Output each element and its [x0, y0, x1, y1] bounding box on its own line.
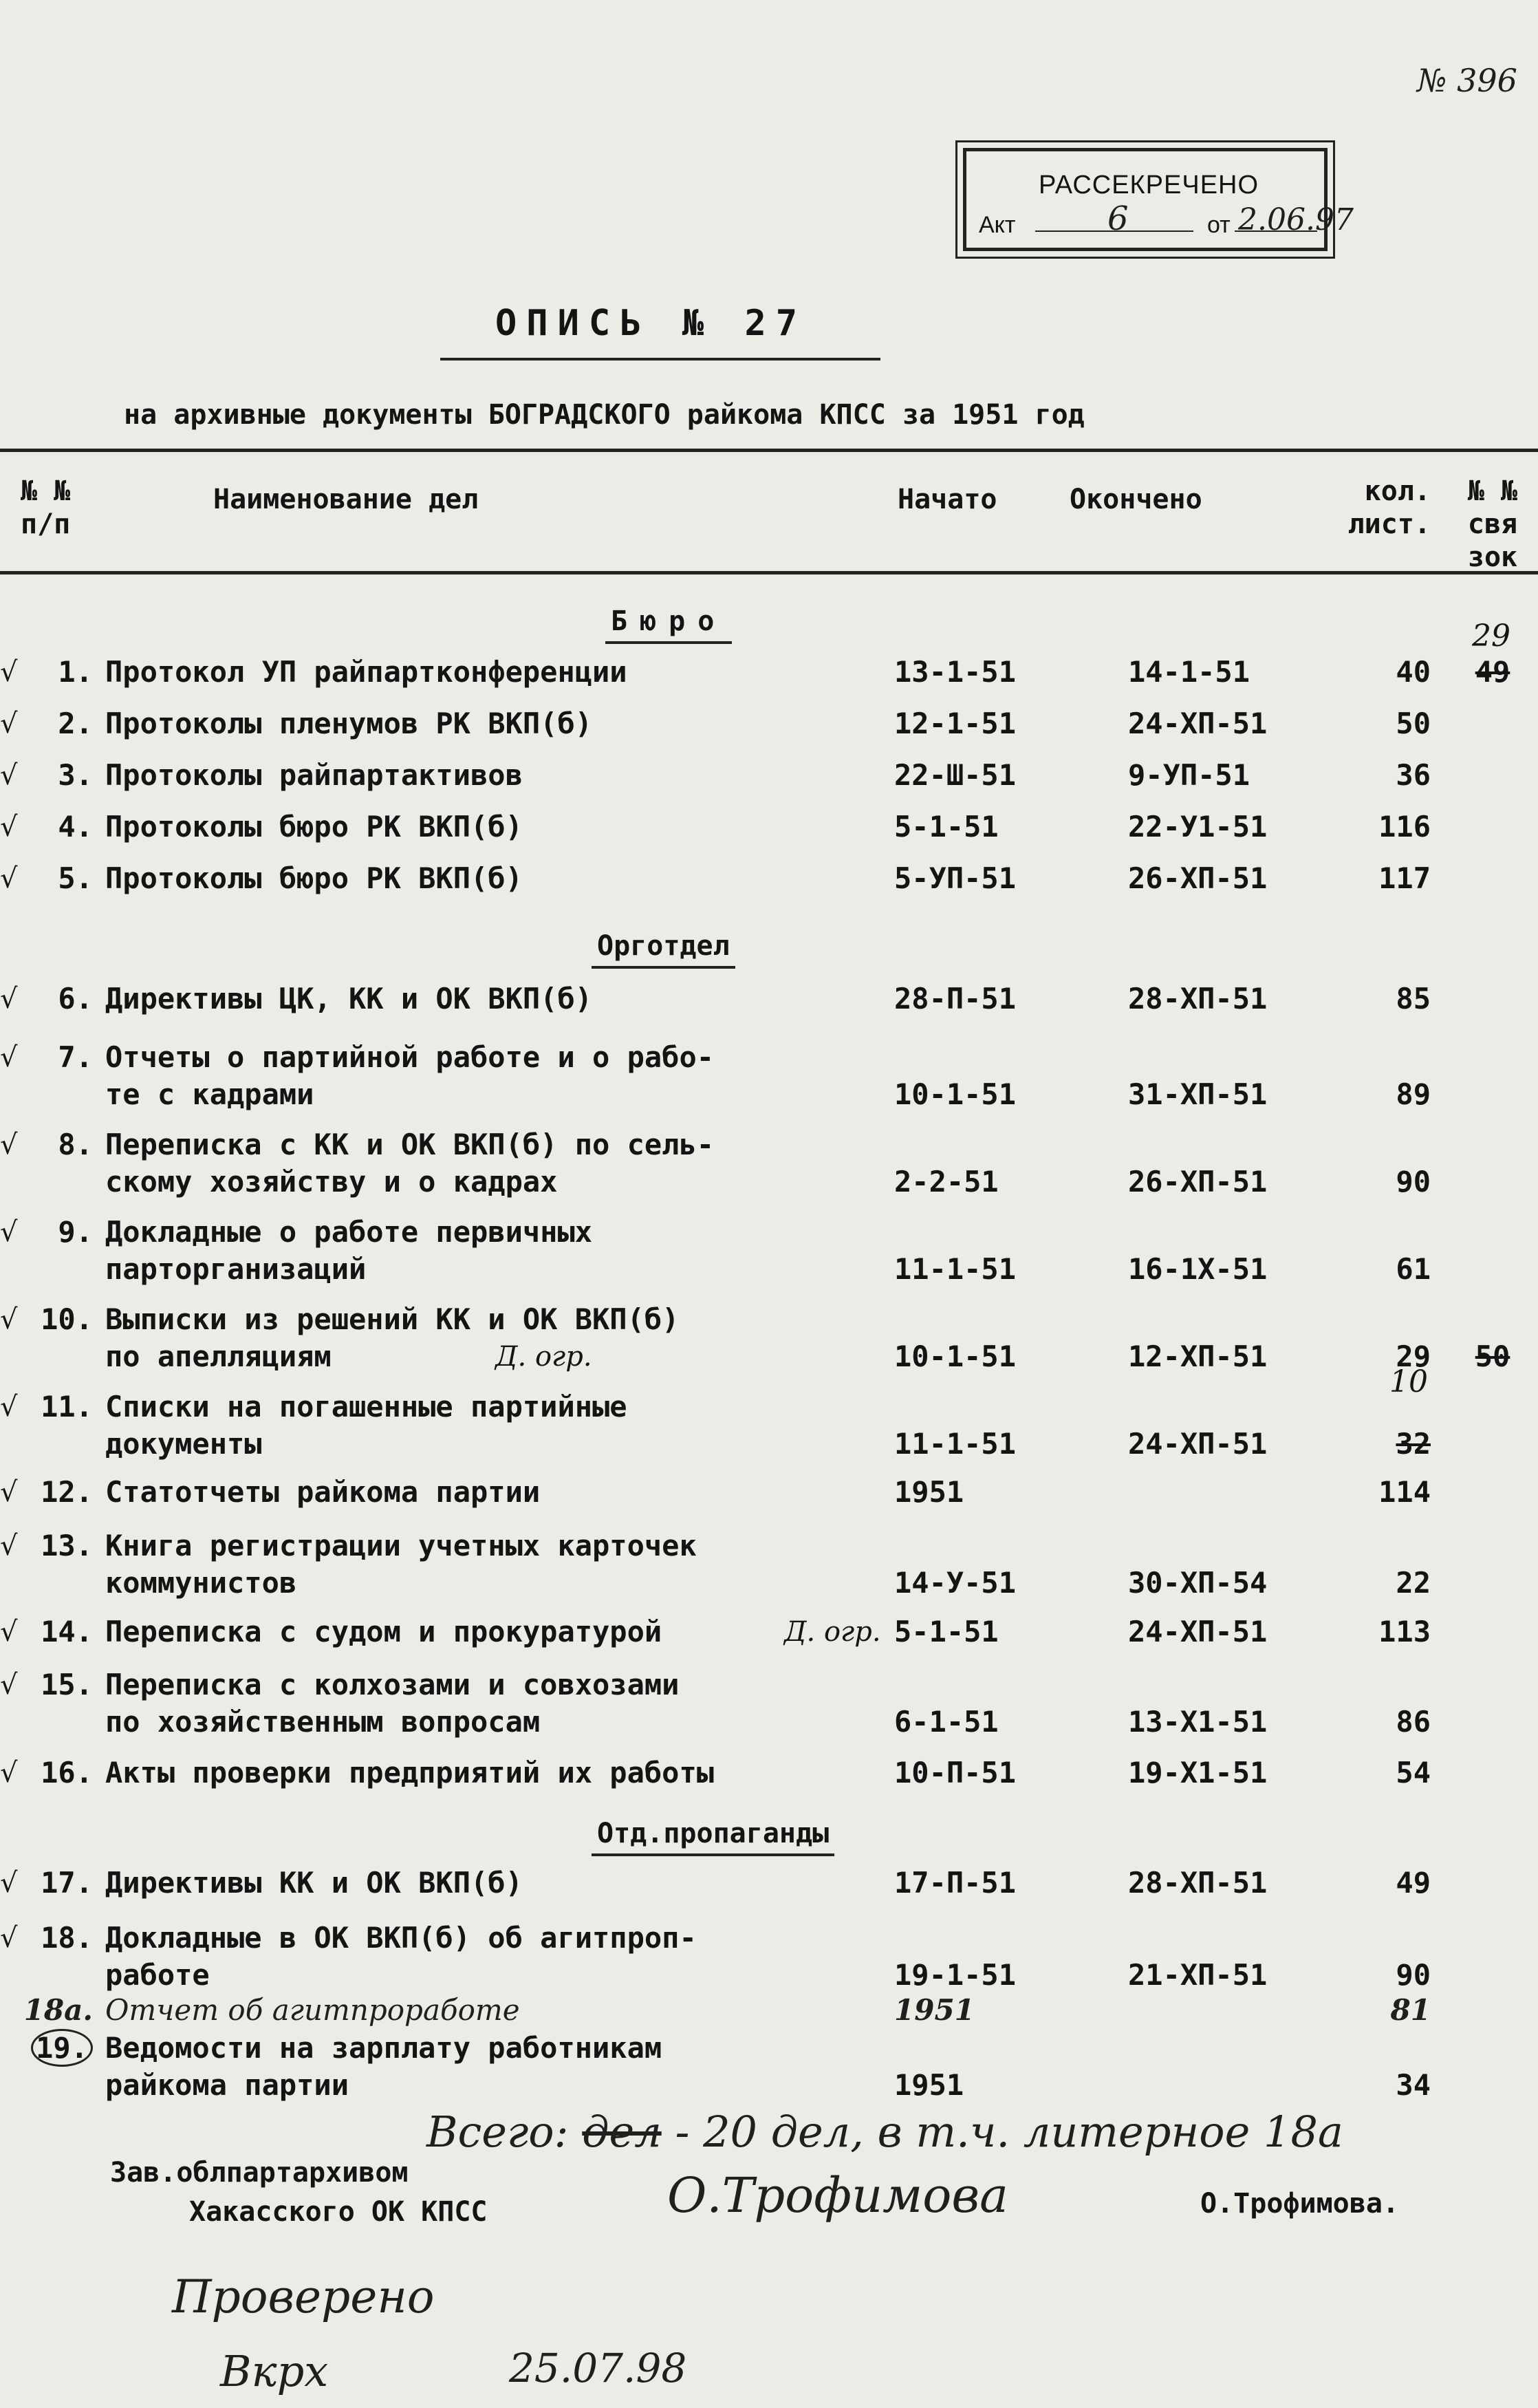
section-propaganda: Отд.пропаганды: [592, 1818, 834, 1856]
row-sheet-count: 81: [1390, 1993, 1431, 2027]
total-line: [426, 2107, 1343, 2157]
row-sheet-count: 86: [1396, 1705, 1431, 1739]
row-number: 13.: [41, 1529, 93, 1562]
row-sheet-count: 116: [1378, 810, 1431, 843]
row-number: 10.: [41, 1302, 93, 1336]
header-number: № № п/п: [21, 475, 71, 540]
row-end-date: 12-ХП-51: [1128, 1340, 1268, 1373]
row-end-date: 24-ХП-51: [1128, 1615, 1268, 1648]
row-sheet-count: 29: [1396, 1340, 1431, 1373]
row-sheet-count: 117: [1378, 861, 1431, 895]
check-mark-icon: √: [0, 983, 18, 1015]
row-title: Переписка с колхозами и совхозами по хозяйственным вопросам: [105, 1668, 680, 1739]
signatory-position-line2: Хакасского ОК КПСС: [189, 2196, 488, 2228]
row-number: 18а.: [23, 1993, 93, 2027]
row-end-date: 30-ХП-54: [1128, 1566, 1268, 1600]
row-sheet-count: 89: [1396, 1077, 1431, 1111]
row-sheet-count: 40: [1396, 655, 1431, 689]
table-top-rule: [0, 449, 1538, 452]
row-title: Выписки из решений КК и ОК ВКП(б) по апелляциям: [105, 1302, 680, 1373]
row-number: 9.: [58, 1215, 93, 1249]
row-number: 19.: [0, 2030, 93, 2067]
row-start-date: 5-1-51: [894, 810, 999, 843]
stamp-date-label: от: [1207, 212, 1231, 238]
row-title: Протоколы райпартактивов: [105, 758, 523, 792]
row-number: 18.: [41, 1921, 93, 1955]
row-title: Переписка с судом и прокуратурой: [105, 1615, 662, 1648]
row-number: 17.: [41, 1866, 93, 1900]
row-end-date: 24-ХП-51: [1128, 707, 1268, 740]
row-number: 5.: [58, 861, 93, 895]
row-title: Отчеты о партийной работе и о рабо- те с кадрами: [105, 1040, 715, 1111]
row-end-date: 16-1Х-51: [1128, 1252, 1268, 1286]
check-mark-icon: √: [0, 1216, 18, 1248]
row-number: 1.: [58, 655, 93, 689]
row-title: Докладные о работе первичных парторганизаций: [105, 1215, 593, 1286]
row-start-date: 1951: [894, 1993, 975, 2027]
header-ended: Окончено: [1070, 484, 1202, 515]
checked-date: 25.07.98: [509, 2345, 687, 2391]
row-number: 3.: [58, 758, 93, 792]
row-number: 8.: [58, 1128, 93, 1161]
row-number: 14.: [41, 1615, 93, 1648]
stamp-title: РАССЕКРЕЧЕНО: [1039, 171, 1259, 200]
signatory-position-line1: Зав.облпартархивом: [110, 2157, 409, 2189]
row-end-date: 26-ХП-51: [1128, 861, 1268, 895]
stamp-act-date: 2.06.97: [1238, 202, 1354, 237]
row-sheet-count: 90: [1396, 1165, 1431, 1198]
row-title: Статотчеты райкома партии: [105, 1475, 541, 1509]
row-sheet-count: 90: [1396, 1958, 1431, 1992]
document-title: ОПИСЬ № 27: [495, 303, 808, 344]
row-start-date: 14-У-51: [894, 1566, 1017, 1600]
row-sheet-count: 113: [1378, 1615, 1431, 1648]
check-mark-icon: √: [0, 1669, 18, 1701]
row-start-date: 1951: [894, 2068, 964, 2102]
row-title: Директивы КК и ОК ВКП(б): [105, 1866, 523, 1900]
row-start-date: 12-1-51: [894, 707, 1017, 740]
row-end-date: 14-1-51: [1128, 655, 1250, 689]
check-mark-icon: √: [0, 863, 18, 894]
check-mark-icon: √: [0, 1922, 18, 1954]
row-number: 15.: [41, 1668, 93, 1701]
row-number: 12.: [41, 1475, 93, 1509]
row-start-date: 17-П-51: [894, 1866, 1017, 1900]
row-start-date: 5-1-51: [894, 1615, 999, 1648]
row-start-date: 10-П-51: [894, 1756, 1017, 1789]
row-title: Списки на погашенные партийные документы: [105, 1390, 627, 1461]
row-sheet-count: 54: [1396, 1756, 1431, 1789]
row-end-date: 9-УП-51: [1128, 758, 1250, 792]
row-title: Директивы ЦК, КК и ОК ВКП(б): [105, 982, 593, 1015]
check-mark-icon: √: [0, 811, 18, 843]
check-mark-icon: √: [0, 1391, 18, 1423]
row-end-date: 22-У1-51: [1128, 810, 1268, 843]
header-started: Начато: [898, 484, 997, 515]
row-start-date: 19-1-51: [894, 1958, 1017, 1992]
row-end-date: 13-Х1-51: [1128, 1705, 1268, 1739]
declassified-stamp: [963, 148, 1354, 251]
check-mark-icon: √: [0, 1304, 18, 1335]
row-end-date: 21-ХП-51: [1128, 1958, 1268, 1992]
restricted-note: Д. огр.: [784, 1616, 881, 1648]
row-start-date: 11-1-51: [894, 1252, 1017, 1286]
row-end-date: 28-ХП-51: [1128, 982, 1268, 1015]
row-sheet-count: 22: [1396, 1566, 1431, 1600]
check-mark-icon: √: [0, 760, 18, 791]
row-end-date: 24-ХП-51: [1128, 1427, 1268, 1461]
row-number: 16.: [41, 1756, 93, 1789]
row-title: Протоколы бюро РК ВКП(б): [105, 810, 523, 843]
row-end-date: 28-ХП-51: [1128, 1866, 1268, 1900]
restricted-note: Д. огр.: [495, 1341, 592, 1373]
row-sheet-count: 36: [1396, 758, 1431, 792]
row-start-date: 11-1-51: [894, 1427, 1017, 1461]
row-title: Акты проверки предприятий их работы: [105, 1756, 715, 1789]
row-title: Отчет об агитпроработе: [105, 1993, 520, 2027]
row-sheet-count: 50: [1396, 707, 1431, 740]
row-number: 7.: [58, 1040, 93, 1074]
stamp-act-number: 6: [1107, 200, 1129, 238]
row-start-date: 13-1-51: [894, 655, 1017, 689]
check-mark-icon: √: [0, 1530, 18, 1562]
row-title: Книга регистрации учетных карточек коммунистов: [105, 1529, 697, 1600]
check-mark-icon: √: [0, 708, 18, 740]
total-prefix: Всего:: [426, 2107, 569, 2157]
check-mark-icon: √: [0, 1129, 18, 1161]
checked-signature: Вкрх: [220, 2346, 329, 2396]
check-mark-icon: √: [0, 656, 18, 688]
row-start-date: 10-1-51: [894, 1340, 1017, 1373]
check-mark-icon: √: [0, 1476, 18, 1508]
row-number: 11.: [41, 1390, 93, 1423]
section-org: Орготдел: [592, 930, 735, 969]
row-sheet-count: 61: [1396, 1252, 1431, 1286]
header-sheets: кол. лист.: [1347, 475, 1431, 540]
row-start-date: 22-Ш-51: [894, 758, 1017, 792]
row-title: Протокол УП райпартконференции: [105, 655, 627, 689]
row-title: Протоколы бюро РК ВКП(б): [105, 861, 523, 895]
checked-label: Проверено: [172, 2270, 435, 2323]
row-number: 4.: [58, 810, 93, 843]
row-sheet-count: 114: [1378, 1475, 1431, 1509]
row-start-date: 2-2-51: [894, 1165, 999, 1198]
signature: О.Трофимова: [667, 2167, 1008, 2224]
row-title: Протоколы пленумов РК ВКП(б): [105, 707, 593, 740]
check-mark-icon: √: [0, 1042, 18, 1073]
header-bundles: № № свя зок: [1467, 475, 1518, 573]
struck-bundle-number: 50: [1475, 1340, 1510, 1373]
check-mark-icon: √: [0, 1757, 18, 1789]
struck-bundle-number: 49: [1475, 655, 1510, 689]
row-number: 2.: [58, 707, 93, 740]
table-header-rule: [0, 571, 1538, 574]
corrected-sheet-count: 10: [1389, 1364, 1428, 1399]
signatory-name: О.Трофимова.: [1200, 2188, 1399, 2219]
row-start-date: 28-П-51: [894, 982, 1017, 1015]
row-start-date: 1951: [894, 1475, 964, 1509]
row-sheet-count: 49: [1396, 1866, 1431, 1900]
stamp-act-label: Акт: [979, 212, 1016, 238]
row-number: 6.: [58, 982, 93, 1015]
row-title: Переписка с КК и ОК ВКП(б) по сель- скому хозяйству и о кадрах: [105, 1128, 715, 1198]
corrected-bundle-number: 29: [1472, 619, 1510, 654]
header-name: Наименование дел: [213, 484, 479, 515]
section-bureau: Бюро: [605, 605, 732, 644]
check-mark-icon: √: [0, 1616, 18, 1648]
row-start-date: 6-1-51: [894, 1705, 999, 1739]
row-start-date: 10-1-51: [894, 1077, 1017, 1111]
total-text: - 20 дел, в т.ч. литерное 18а: [675, 2107, 1343, 2157]
total-struck-word: дел: [582, 2107, 662, 2157]
title-underline: [440, 358, 880, 361]
row-sheet-count: 85: [1396, 982, 1431, 1015]
sheet-number: № 396: [1417, 62, 1517, 99]
row-start-date: 5-УП-51: [894, 861, 1017, 895]
row-end-date: 26-ХП-51: [1128, 1165, 1268, 1198]
row-title: Докладные в ОК ВКП(б) об агитпроп- работе: [105, 1921, 697, 1992]
row-title: Ведомости на зарплату работникам райкома партии: [105, 2031, 662, 2102]
struck-sheet-count: 32: [1396, 1427, 1431, 1461]
check-mark-icon: √: [0, 1867, 18, 1899]
document-subtitle: на архивные документы БОГРАДСКОГО райкома КПСС за 1951 год: [124, 399, 1085, 431]
row-end-date: 31-ХП-51: [1128, 1077, 1268, 1111]
row-end-date: 19-Х1-51: [1128, 1756, 1268, 1789]
row-sheet-count: 34: [1396, 2068, 1431, 2102]
